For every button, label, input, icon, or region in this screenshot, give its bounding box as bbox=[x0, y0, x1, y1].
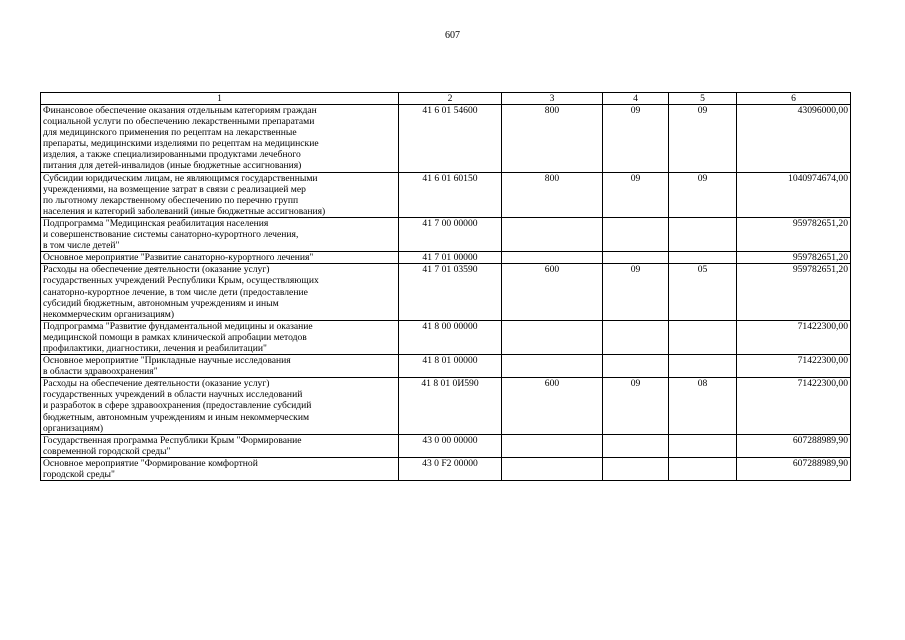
target-article-code: 43 0 00 00000 bbox=[399, 434, 502, 457]
row-description: Финансовое обеспечение оказания отдельным категориям граждан социальной услуги по обеспечению лекарственными препаратами для медицинского применения по рецептам на лекарственные препараты, медицинскими изделиями по рецептам на медицинские изделия, а также специализированными продуктами лечебного питания для детей-инвалидов (иные бюджетные ассигнования) bbox=[41, 105, 399, 173]
table-row bbox=[41, 320, 851, 354]
target-article-code: 41 8 00 00000 bbox=[399, 320, 502, 354]
budget-table bbox=[40, 92, 851, 481]
target-article-code: 41 7 00 00000 bbox=[399, 217, 502, 251]
expense-type-code: 600 bbox=[502, 264, 603, 320]
column-header: 4 bbox=[603, 93, 669, 105]
expense-type-code: 600 bbox=[502, 378, 603, 434]
amount: 607288989,90 bbox=[737, 434, 851, 457]
expense-type-code bbox=[502, 252, 603, 264]
section-code bbox=[603, 252, 669, 264]
expense-type-code bbox=[502, 434, 603, 457]
amount: 71422300,00 bbox=[737, 355, 851, 378]
table-row bbox=[41, 457, 851, 480]
table-row bbox=[41, 434, 851, 457]
row-description: Государственная программа Республики Крым "Формирование современной городской среды" bbox=[41, 434, 399, 457]
column-header: 5 bbox=[669, 93, 737, 105]
column-header: 1 bbox=[41, 93, 399, 105]
amount: 959782651,20 bbox=[737, 217, 851, 251]
target-article-code: 41 6 01 54600 bbox=[399, 105, 502, 173]
section-code bbox=[603, 434, 669, 457]
section-code bbox=[603, 355, 669, 378]
row-description: Подпрограмма "Развитие фундаментальной медицины и оказание медицинской помощи в рамках клинической апробации методов профилактики, диагностики, лечения и реабилитации" bbox=[41, 320, 399, 354]
row-description: Основное мероприятие "Формирование комфортной городской среды" bbox=[41, 457, 399, 480]
column-header: 3 bbox=[502, 93, 603, 105]
row-description: Основное мероприятие "Прикладные научные исследования в области здравоохранения" bbox=[41, 355, 399, 378]
subsection-code bbox=[669, 355, 737, 378]
subsection-code bbox=[669, 217, 737, 251]
target-article-code: 41 6 01 60150 bbox=[399, 172, 502, 217]
subsection-code: 09 bbox=[669, 105, 737, 173]
expense-type-code bbox=[502, 320, 603, 354]
subsection-code: 09 bbox=[669, 172, 737, 217]
row-description: Подпрограмма "Медицинская реабилитация населения и совершенствование системы санаторно-курортного лечения, в том числе детей" bbox=[41, 217, 399, 251]
section-code: 09 bbox=[603, 105, 669, 173]
expense-type-code bbox=[502, 355, 603, 378]
amount: 959782651,20 bbox=[737, 264, 851, 320]
section-code bbox=[603, 320, 669, 354]
amount: 959782651,20 bbox=[737, 252, 851, 264]
target-article-code: 43 0 F2 00000 bbox=[399, 457, 502, 480]
row-description: Расходы на обеспечение деятельности (оказание услуг) государственных учреждений Республики Крым, осуществляющих санаторно-курортное лечение, в том числе дети (предоставление субсидий бюджетным, автономным учреждениям и иным некоммерческим организациям) bbox=[41, 264, 399, 320]
subsection-code: 08 bbox=[669, 378, 737, 434]
row-description: Расходы на обеспечение деятельности (оказание услуг) государственных учреждений в области научных исследований и разработок в сфере здравоохранения (предоставление субсидий бюджетным, автономным учреждениям и иным некоммерческим организациям) bbox=[41, 378, 399, 434]
amount: 71422300,00 bbox=[737, 320, 851, 354]
section-code bbox=[603, 217, 669, 251]
table-row bbox=[41, 217, 851, 251]
table-row bbox=[41, 172, 851, 217]
subsection-code: 05 bbox=[669, 264, 737, 320]
subsection-code bbox=[669, 320, 737, 354]
page-number: 607 bbox=[445, 30, 460, 41]
expense-type-code bbox=[502, 457, 603, 480]
expense-type-code bbox=[502, 217, 603, 251]
amount: 1040974674,00 bbox=[737, 172, 851, 217]
amount: 43096000,00 bbox=[737, 105, 851, 173]
section-code: 09 bbox=[603, 264, 669, 320]
column-header: 2 bbox=[399, 93, 502, 105]
target-article-code: 41 7 01 00000 bbox=[399, 252, 502, 264]
section-code bbox=[603, 457, 669, 480]
section-code: 09 bbox=[603, 172, 669, 217]
row-description: Субсидии юридическим лицам, не являющимся государственными учреждениями, на возмещение затрат в связи с реализацией мер по льготному лекарственному обеспечению по перечню групп населения и категорий заболеваний (иные бюджетные ассигнования) bbox=[41, 172, 399, 217]
table-row bbox=[41, 264, 851, 320]
target-article-code: 41 8 01 0И590 bbox=[399, 378, 502, 434]
subsection-code bbox=[669, 434, 737, 457]
table-row bbox=[41, 252, 851, 264]
table-row bbox=[41, 355, 851, 378]
subsection-code bbox=[669, 457, 737, 480]
table-row bbox=[41, 105, 851, 173]
target-article-code: 41 8 01 00000 bbox=[399, 355, 502, 378]
expense-type-code: 800 bbox=[502, 105, 603, 173]
column-number-row bbox=[41, 93, 851, 105]
row-description: Основное мероприятие "Развитие санаторно-курортного лечения" bbox=[41, 252, 399, 264]
section-code: 09 bbox=[603, 378, 669, 434]
amount: 71422300,00 bbox=[737, 378, 851, 434]
subsection-code bbox=[669, 252, 737, 264]
amount: 607288989,90 bbox=[737, 457, 851, 480]
expense-type-code: 800 bbox=[502, 172, 603, 217]
column-header: 6 bbox=[737, 93, 851, 105]
table-row bbox=[41, 378, 851, 434]
target-article-code: 41 7 01 03590 bbox=[399, 264, 502, 320]
